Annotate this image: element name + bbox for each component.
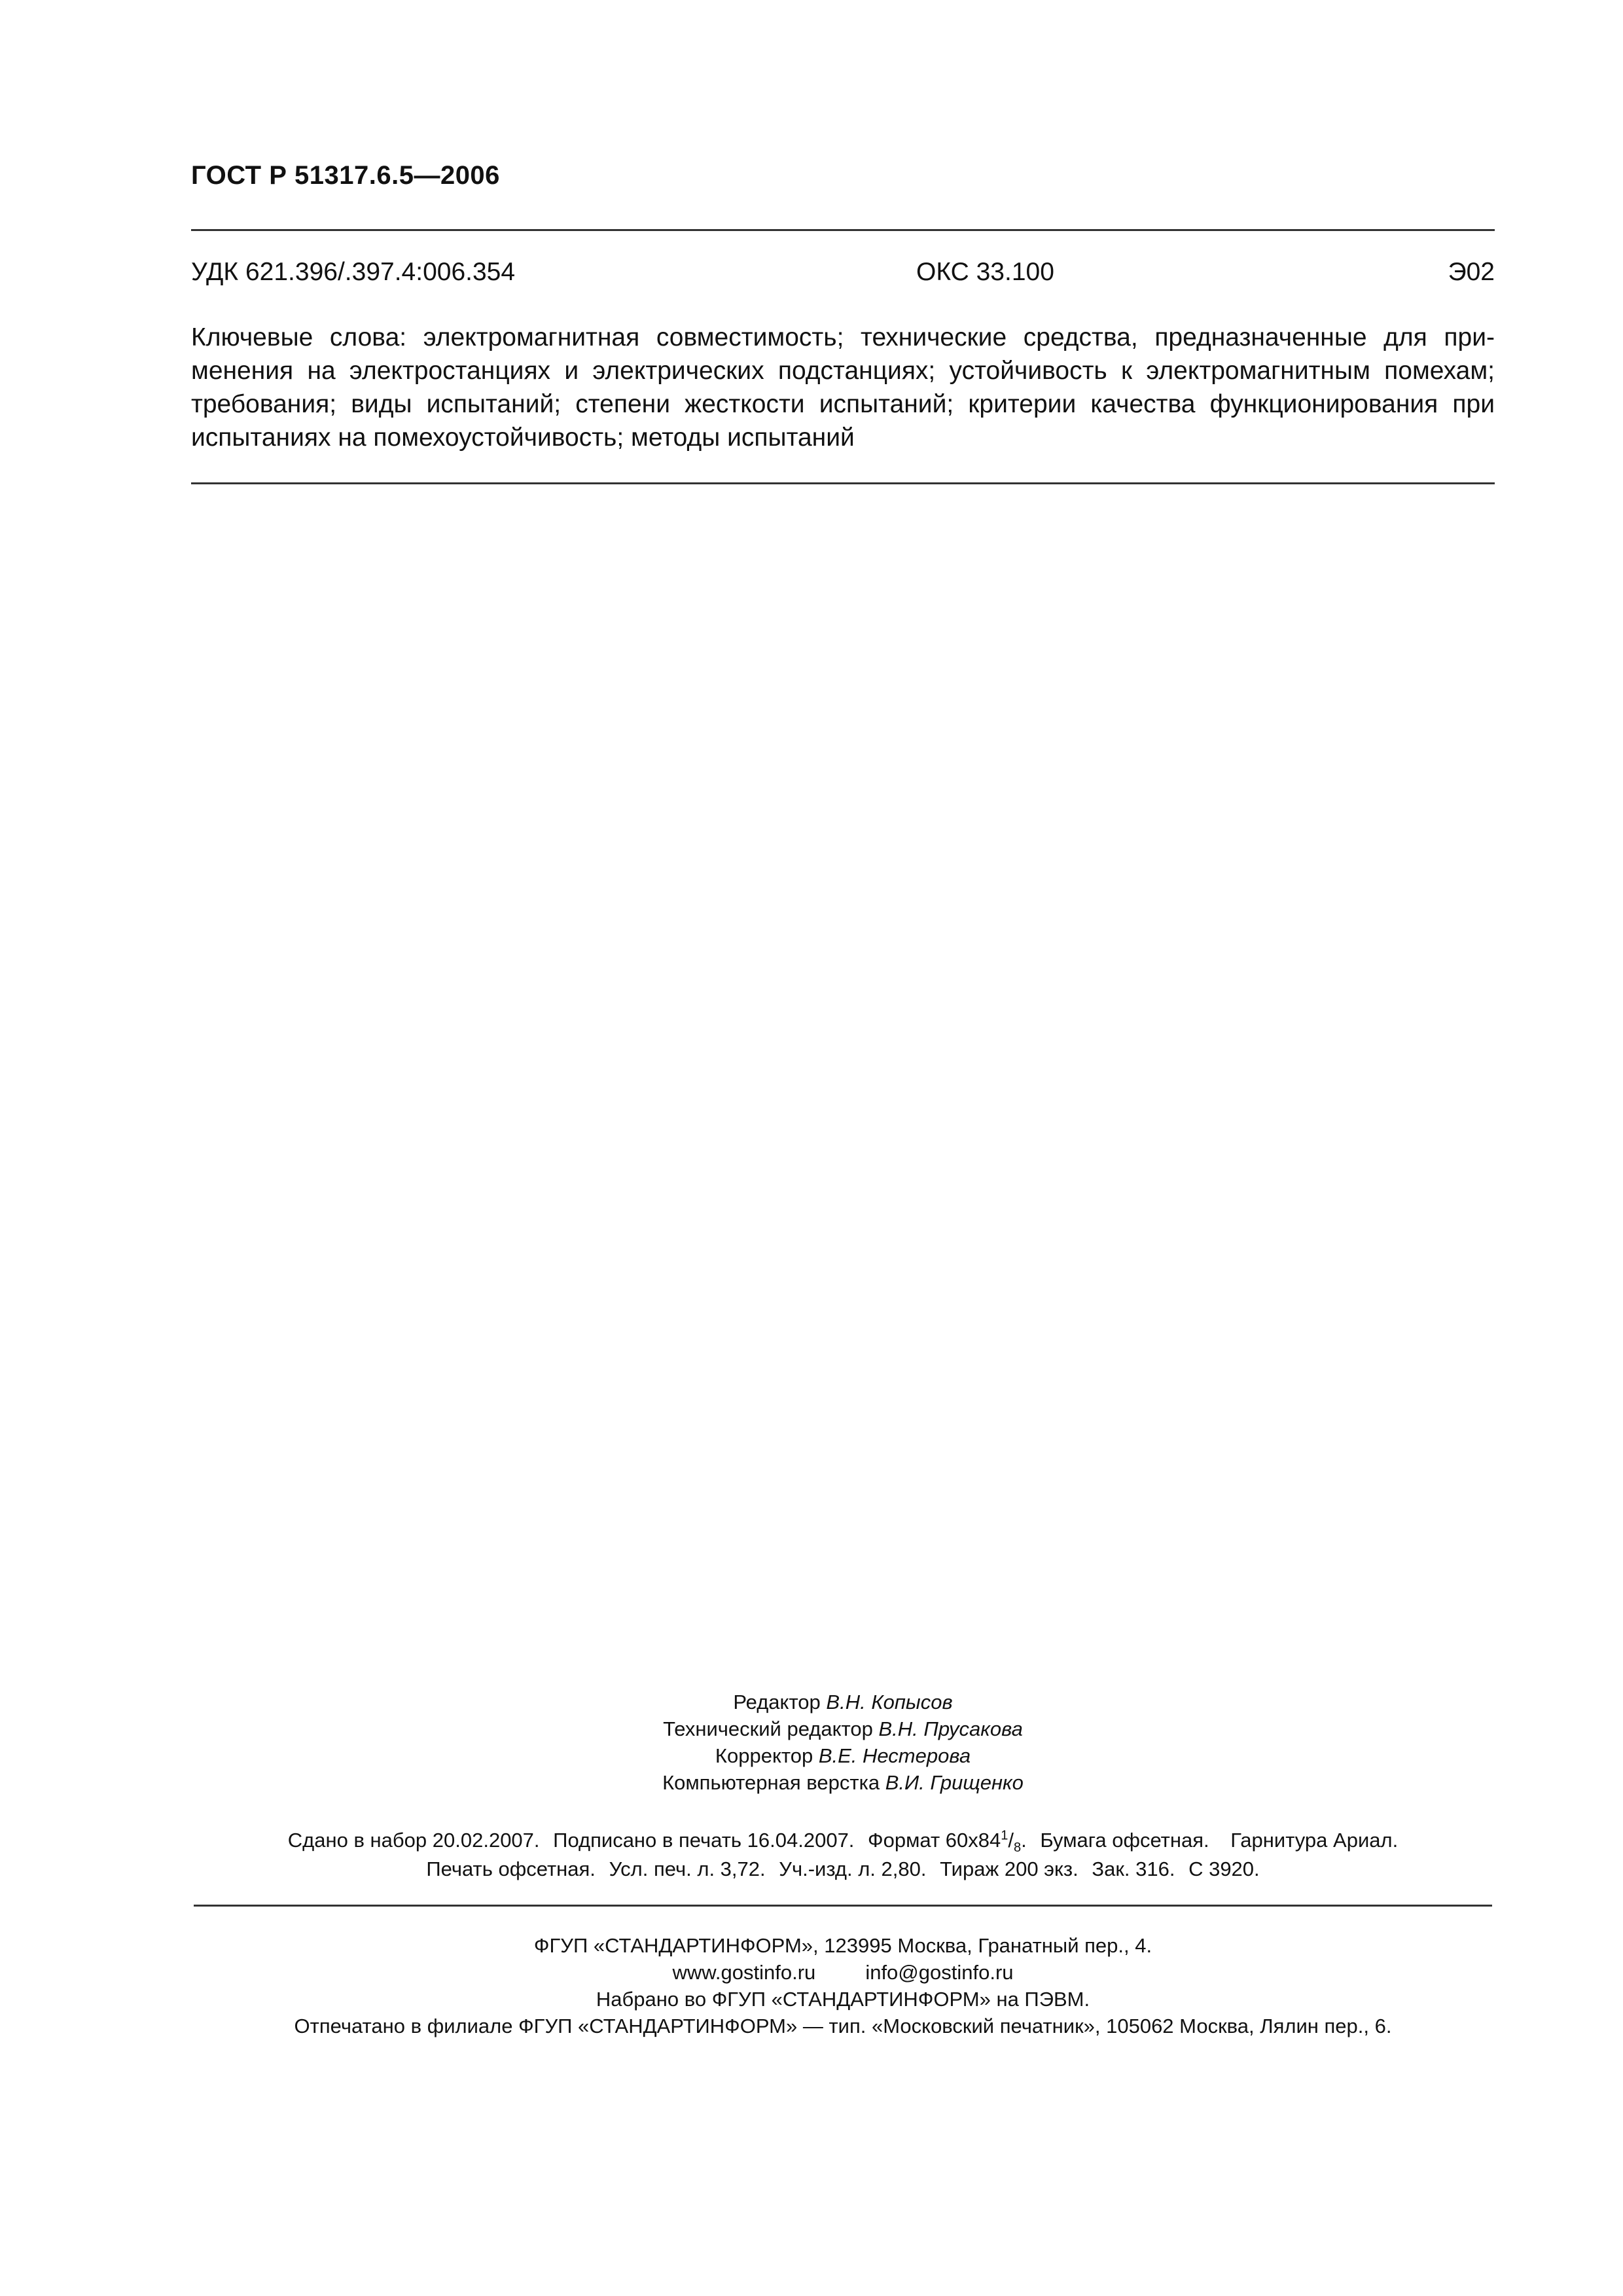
keywords-line: испытаниях на помехоустойчивость; методы испытаний — [191, 423, 855, 452]
keywords-line: Ключевые слова: электромагнитная совместимость; технические средства, предназначенные для при- — [191, 323, 1495, 351]
format-numerator: 1 — [1001, 1828, 1008, 1843]
circulation: Тираж 200 экз. — [940, 1857, 1079, 1880]
credit-role: Корректор — [715, 1744, 813, 1767]
publisher-address: ФГУП «СТАНДАРТИНФОРМ», 123995 Москва, Гранатный пер., 4. — [533, 1934, 1152, 1957]
print-sheets: Усл. печ. л. 3,72. — [609, 1857, 766, 1880]
paper-type: Бумага офсетная. — [1040, 1829, 1209, 1852]
group-code: Э02 — [1448, 258, 1495, 286]
oks-code: ОКС 33.100 — [916, 258, 1054, 286]
order-number: Зак. 316. — [1092, 1857, 1175, 1880]
udk-code: УДК 621.396/.397.4:006.354 — [191, 258, 516, 286]
header-divider — [191, 229, 1495, 231]
signed-date: Подписано в печать 16.04.2007. — [553, 1829, 855, 1852]
credit-editor — [191, 1689, 1495, 1715]
keywords-line: менения на электростанциях и электрических подстанциях; устойчивость к электромагнитным помехам; — [191, 357, 1495, 385]
publisher-email: info@gostinfo.ru — [865, 1961, 1014, 1984]
typeset-note: Набрано во ФГУП «СТАНДАРТИНФОРМ» на ПЭВМ. — [596, 1988, 1090, 2011]
credit-role: Редактор — [733, 1691, 821, 1713]
printing-method: Печать офсетная. — [426, 1857, 596, 1880]
credit-tech-editor — [191, 1715, 1495, 1742]
credit-name: В.Е. Нестерова — [818, 1744, 971, 1767]
print-info-line-1 — [191, 1826, 1495, 1855]
format-prefix: Формат 60x84 — [868, 1829, 1001, 1852]
print-info-line-2 — [191, 1855, 1495, 1884]
print-info-block — [191, 1826, 1495, 1884]
credit-layout — [191, 1769, 1495, 1796]
format-suffix: . — [1021, 1829, 1027, 1852]
credit-proofreader — [191, 1742, 1495, 1769]
classification-row — [191, 258, 1495, 291]
credits-block — [191, 1689, 1495, 1796]
credit-name: В.И. Грищенко — [885, 1771, 1024, 1794]
keywords-divider — [191, 482, 1495, 484]
credit-name: В.Н. Прусакова — [878, 1717, 1023, 1740]
print-code: С 3920. — [1188, 1857, 1260, 1880]
publisher-contacts — [191, 1959, 1495, 1986]
credit-role: Технический редактор — [663, 1717, 873, 1740]
printed-note: Отпечатано в филиале ФГУП «СТАНДАРТИНФОРМ» — тип. «Московский печатник», 105062 Москва, Лялин пер., 6. — [294, 2015, 1392, 2037]
footer-divider — [194, 1905, 1492, 1907]
credit-name: В.Н. Копысов — [826, 1691, 953, 1713]
publisher-website: www.gostinfo.ru — [672, 1961, 816, 1984]
submitted-date: Сдано в набор 20.02.2007. — [287, 1829, 540, 1852]
paper-format: Формат $60x84^1/_8$. — [868, 1828, 1027, 1856]
publisher-sheets: Уч.-изд. л. 2,80. — [779, 1857, 927, 1880]
keywords-paragraph — [191, 321, 1495, 454]
format-denominator: 8 — [1014, 1840, 1022, 1856]
typeface: Гарнитура Ариал. — [1230, 1829, 1399, 1852]
document-code: ГОСТ Р 51317.6.5—2006 — [191, 161, 500, 190]
keywords-line: требования; виды испытаний; степени жесткости испытаний; критерии качества функционирования при — [191, 390, 1495, 418]
credit-role: Компьютерная верстка — [662, 1771, 880, 1794]
publisher-block — [191, 1932, 1495, 2039]
